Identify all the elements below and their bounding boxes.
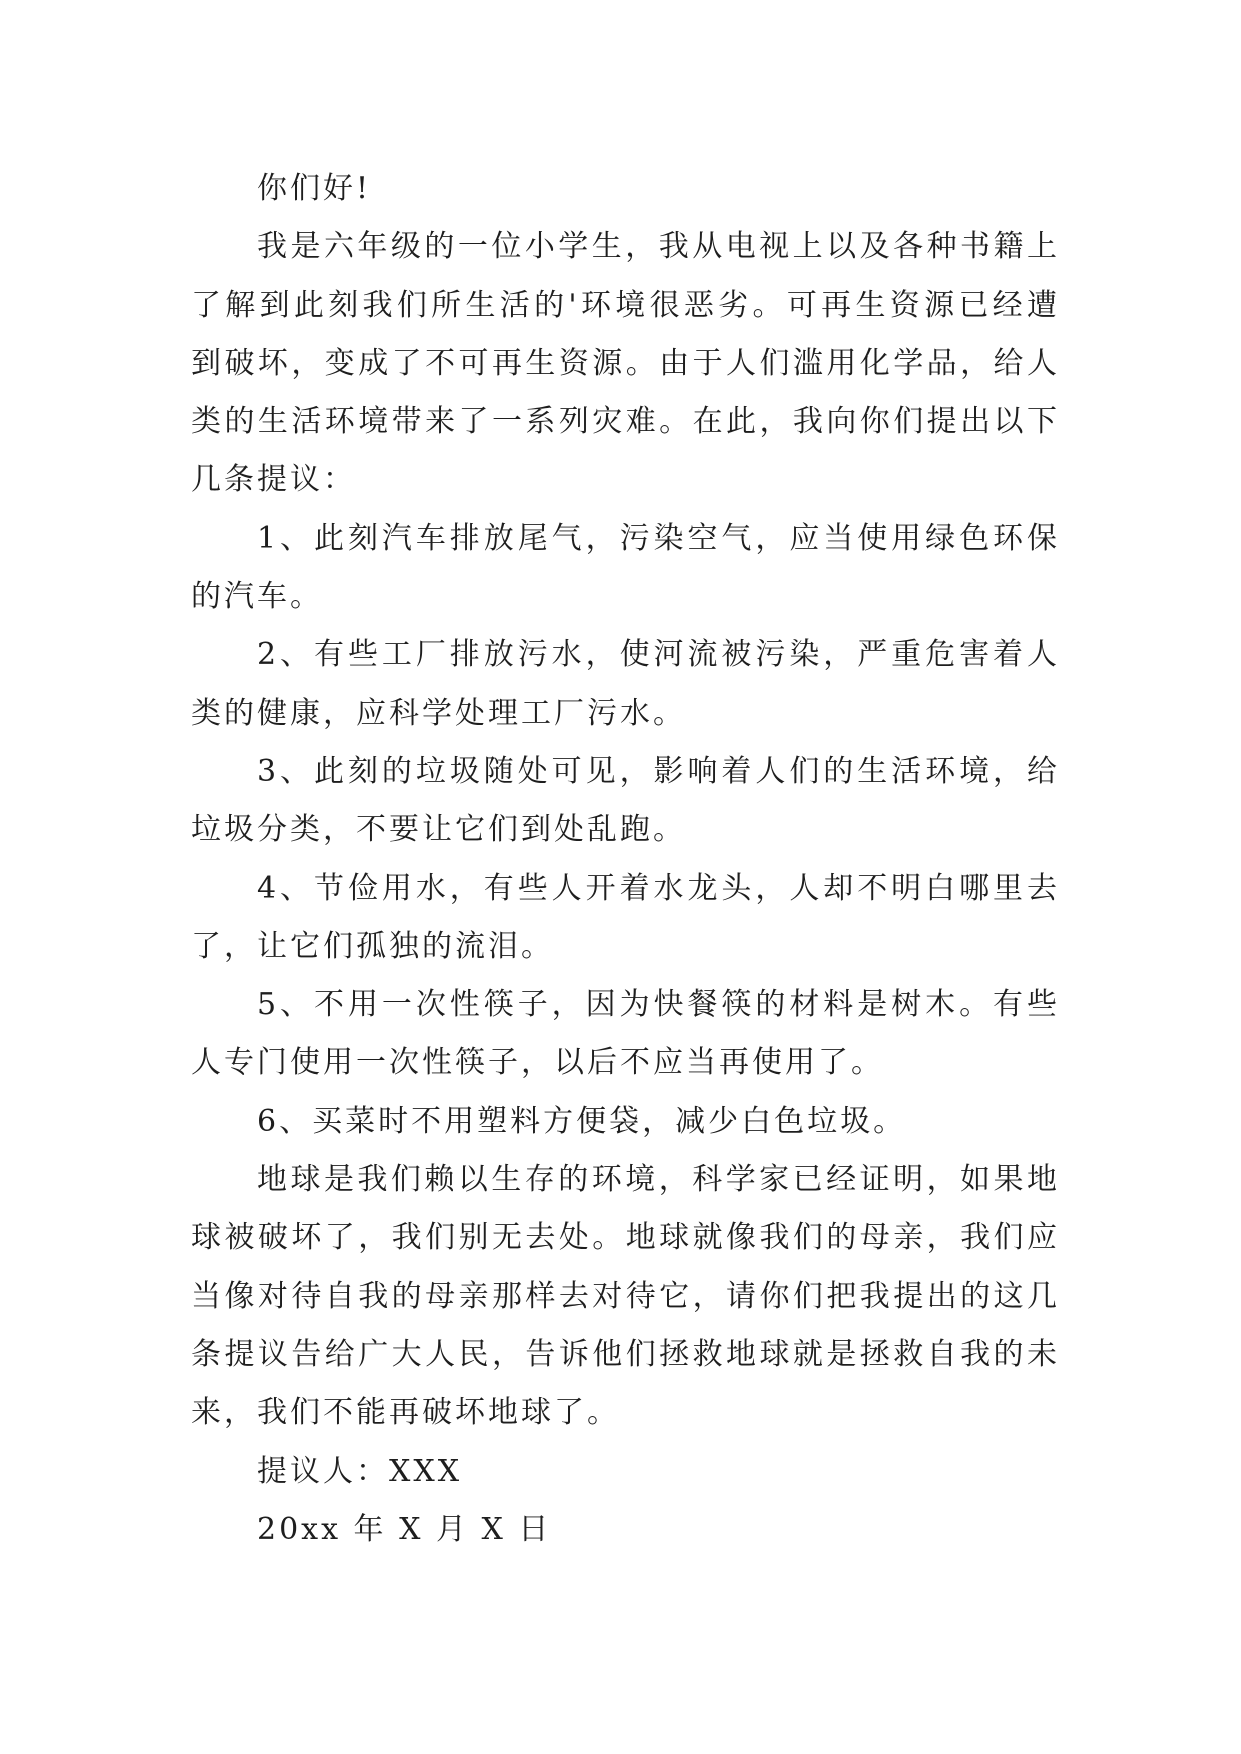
- suggestion-line: 2、有些工厂排放污水，使河流被污染，严重危害着人: [257, 637, 1060, 673]
- intro-line: 了解到此刻我们所生活的'环境很恶劣。可再生资源已经遭: [191, 287, 1060, 323]
- suggestion-line: 1、此刻汽车排放尾气，污染空气，应当使用绿色环保: [257, 520, 1060, 556]
- suggestion-line: 6、买菜时不用塑料方便袋，减少白色垃圾。: [257, 1103, 907, 1139]
- suggestion-6: [191, 1093, 1060, 1151]
- conclusion-line: 当像对待自我的母亲那样去对待它，请你们把我提出的这几: [191, 1278, 1060, 1314]
- suggestion-3: [191, 743, 1060, 860]
- intro-line: 到破坏，变成了不可再生资源。由于人们滥用化学品，给人: [191, 345, 1060, 381]
- date: 20xx 年 X 月 X 日: [257, 1511, 552, 1547]
- intro-line: 几条提议：: [191, 462, 356, 498]
- conclusion-line: 球被破坏了，我们别无去处。地球就像我们的母亲，我们应: [191, 1220, 1060, 1256]
- conclusion-line: 条提议告给广大人民，告诉他们拯救地球就是拯救自我的未: [191, 1336, 1060, 1372]
- suggestion-4: [191, 860, 1060, 977]
- suggestion-line: 3、此刻的垃圾随处可见，影响着人们的生活环境，给: [257, 753, 1060, 789]
- suggestion-line: 类的健康，应科学处理工厂污水。: [191, 695, 686, 731]
- signature: 提议人：XXX: [257, 1453, 463, 1489]
- suggestion-5: [191, 976, 1060, 1093]
- suggestion-line: 了，让它们孤独的流泪。: [191, 928, 554, 964]
- suggestion-line: 人专门使用一次性筷子，以后不应当再使用了。: [191, 1045, 884, 1081]
- greeting: 你们好!: [257, 171, 372, 206]
- suggestion-line: 的汽车。: [191, 579, 323, 615]
- conclusion-line: 地球是我们赖以生存的环境，科学家已经证明，如果地: [257, 1162, 1060, 1198]
- intro-paragraph: [191, 218, 1060, 509]
- suggestion-line: 垃圾分类，不要让它们到处乱跑。: [191, 812, 686, 848]
- suggestion-2: [191, 626, 1060, 743]
- letter-body: [191, 160, 1060, 1559]
- suggestion-line: 5、不用一次性筷子，因为快餐筷的材料是树木。有些: [257, 987, 1060, 1023]
- conclusion-paragraph: [191, 1151, 1060, 1442]
- suggestion-1: [191, 510, 1060, 627]
- intro-line: 类的生活环境带来了一系列灾难。在此，我向你们提出以下: [191, 404, 1060, 440]
- conclusion-line: 来，我们不能再破坏地球了。: [191, 1395, 620, 1431]
- intro-line: 我是六年级的一位小学生，我从电视上以及各种书籍上: [257, 229, 1060, 265]
- suggestion-line: 4、节俭用水，有些人开着水龙头，人却不明白哪里去: [257, 870, 1060, 906]
